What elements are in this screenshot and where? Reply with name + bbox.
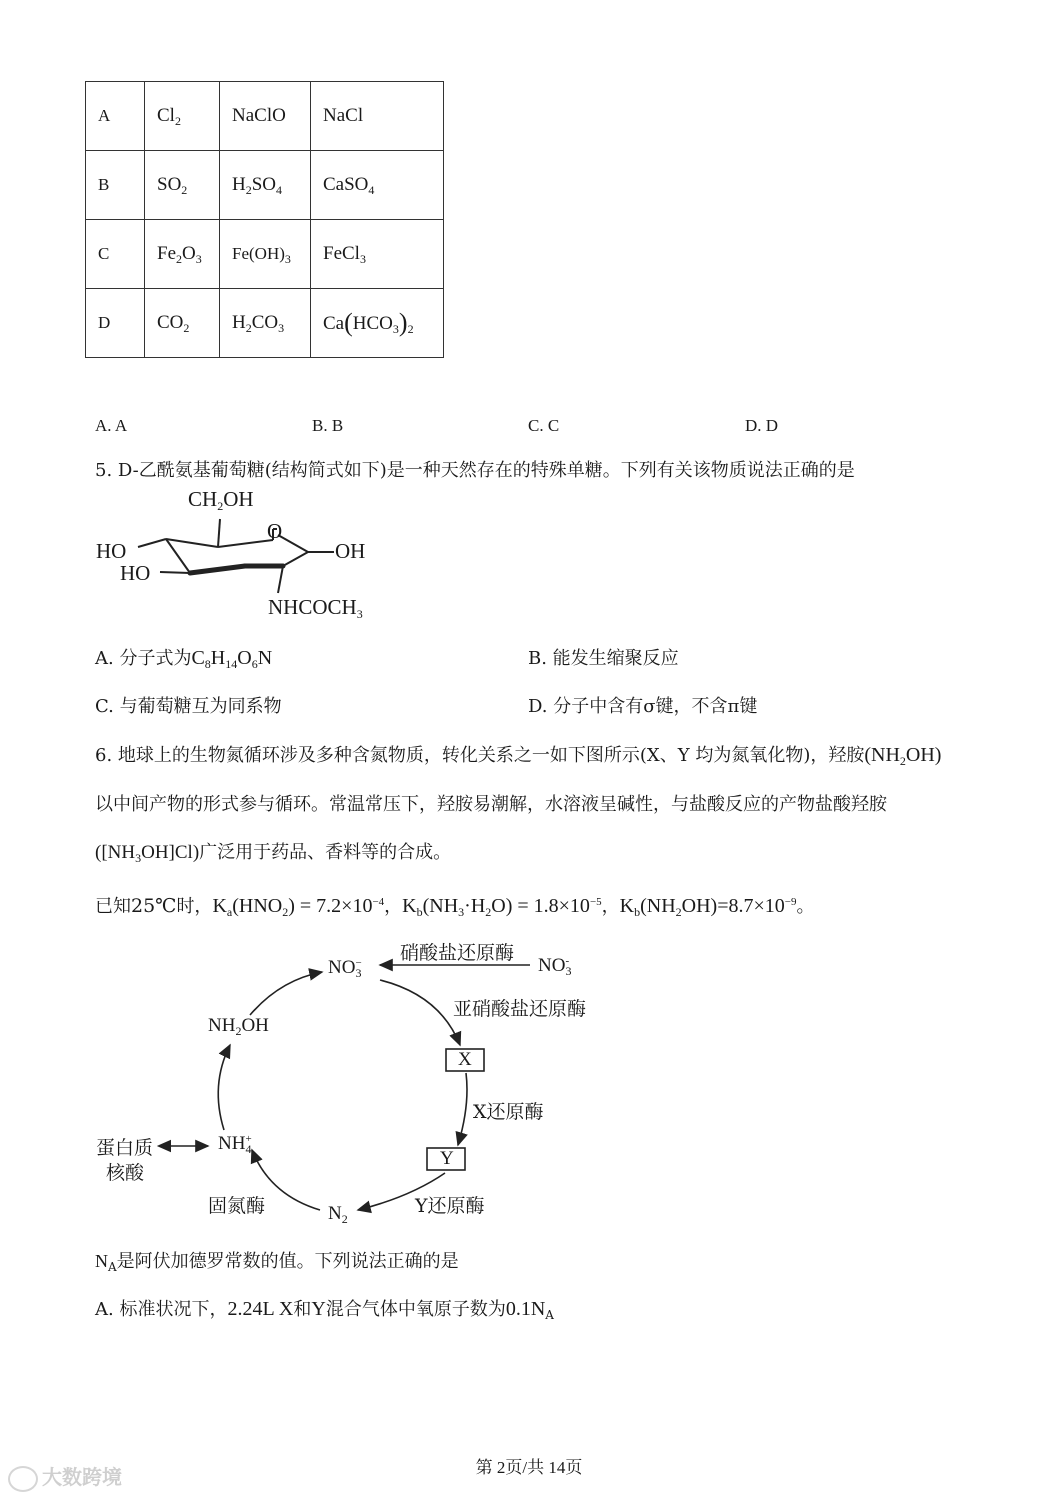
q5-option-c[interactable]: C. 与葡萄糖互为同系物 [95, 696, 282, 717]
table-row [86, 289, 444, 358]
nh4-label: $NH_4^+$ [218, 1133, 252, 1156]
row-label: D [86, 289, 145, 358]
question-5-stem: 5. D-乙酰氨基葡萄糖(结构简式如下)是一种天然存在的特殊单糖。下列有关该物质说法正确的是 [95, 460, 855, 481]
cycle-arrows [90, 935, 610, 1235]
protein-label: 蛋白质 [96, 1137, 154, 1159]
q6-line-1: 6. 地球上的生物氮循环涉及多种含氮物质，转化关系之一如下图所示(X、Y 均为氮氧化物)，羟胺$(NH_2OH)$ [95, 744, 942, 768]
q5-option-d[interactable]: D. 分子中含有σ键，不含π键 [528, 696, 758, 717]
choice-c[interactable]: C. C [528, 416, 560, 435]
avogadro-statement: $N_A$是阿伏加德罗常数的值。下列说法正确的是 [95, 1251, 459, 1274]
cell: CaSO$_4$ [311, 151, 444, 220]
choice-b[interactable]: B. B [312, 416, 344, 435]
cell: $SO_2$ [145, 151, 220, 220]
box-y-label: Y [440, 1148, 454, 1169]
x-reductase-label: X还原酶 [473, 1101, 544, 1123]
nh2oh-label: $NH_2OH$ [208, 1015, 269, 1038]
cell: $H_2SO_4$ [220, 151, 311, 220]
q5-option-a[interactable]: A. 分子式为$C_8H_{14}O_6N$ [95, 647, 273, 671]
cell: NaCl [311, 82, 444, 151]
row-label: A [86, 82, 145, 151]
nitrogenase-label: 固氮酶 [208, 1195, 266, 1217]
watermark: 大数跨境 [8, 1461, 122, 1492]
ch2oh-label: $CH_2OH$ [188, 487, 254, 513]
nitrite-reductase-label: 亚硝酸盐还原酶 [453, 998, 587, 1020]
watermark-logo-icon [8, 1466, 38, 1492]
nhcoch3-label: $NHCOCH_3$ [268, 595, 363, 621]
no3-top-label: $NO_3^-$ [328, 957, 362, 980]
q5-option-b[interactable]: B. 能发生缩聚反应 [528, 648, 679, 669]
box-x-label: X [458, 1049, 472, 1070]
cell: $Ca(HCO_3)_2$ [311, 289, 444, 358]
ho-top-label: HO [96, 539, 127, 563]
q6-line-2: 以中间产物的形式参与循环。常温常压下，羟胺易潮解，水溶液呈碱性，与盐酸反应的产物盐酸羟胺 [95, 794, 887, 815]
options-table [85, 81, 444, 358]
cell: $CO_2$ [145, 289, 220, 358]
y-reductase-label: Y还原酶 [415, 1195, 485, 1217]
q6-option-a[interactable]: A. 标准状况下，2.24L X和Y混合气体中氧原子数为$0.1N_A$ [95, 1298, 554, 1322]
cell: $Cl_2$ [145, 82, 220, 151]
nitrogen-cycle-diagram [90, 935, 610, 1235]
cell: FeCl$_3$ [311, 220, 444, 289]
table-row [86, 151, 444, 220]
ring-oxygen-label: O [267, 519, 283, 543]
row-label: C [86, 220, 145, 289]
n2-label: $N_2$ [328, 1203, 348, 1226]
table-row [86, 220, 444, 289]
table-row [86, 82, 444, 151]
glucosamine-structure [90, 485, 400, 625]
q6-line-3: $([NH_3OH]Cl)$广泛用于药品、香料等的合成。 [95, 842, 452, 865]
row-label: B [86, 151, 145, 220]
cell: $Fe(OH)_3$ [220, 220, 311, 289]
cell: $H_2CO_3$ [220, 289, 311, 358]
page-footer: 第 2页/共 14页 [475, 1458, 583, 1477]
cell: NaClO [220, 82, 311, 151]
nucleic-acid-label: 核酸 [106, 1162, 145, 1184]
choice-d[interactable]: D. D [745, 416, 779, 435]
nitrate-reductase-label: 硝酸盐还原酶 [400, 942, 515, 964]
choice-a[interactable]: A. A [95, 416, 128, 435]
cell: $Fe_2O_3$ [145, 220, 220, 289]
q6-equilibrium-constants: 已知25℃时，$K_a(HNO_2) = 7.2\times 10^{-4}$，$K_b(NH_3\cdot H_2O) = 1.8\times 10^{-5}$，$K_b(NH_2OH)=8.7\times 10^{-9}$。 [95, 895, 815, 919]
no3-right-label: $NO_3^-$ [538, 955, 572, 978]
ho-bottom-label: HO [120, 561, 151, 585]
oh-right-label: OH [335, 539, 366, 563]
